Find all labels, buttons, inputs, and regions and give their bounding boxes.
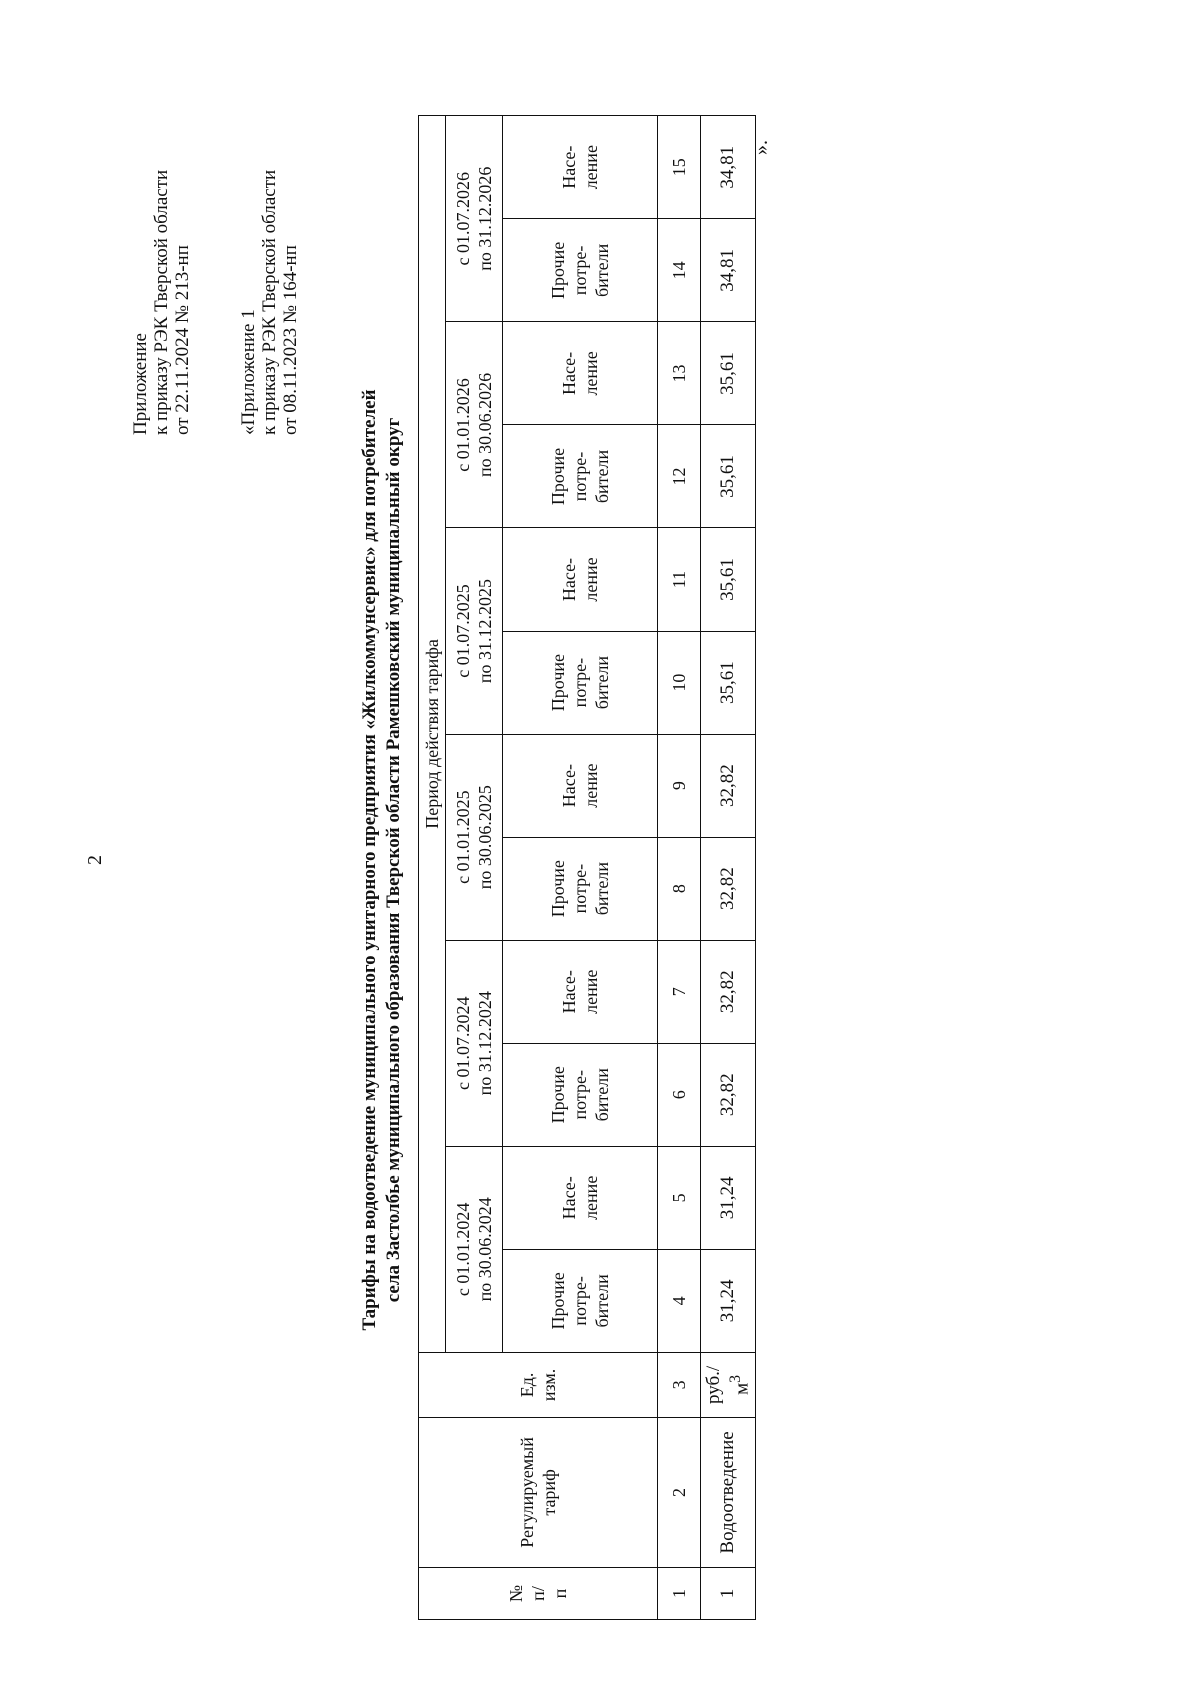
header-population: Насе- ление [503, 528, 658, 631]
header-other-consumers: Прочие потре- бители [503, 425, 658, 528]
title-line-2: села Застолбье муниципального образования Тверской области Рамешковский муниципальный округ [383, 417, 404, 1303]
header-other-consumers: Прочие потре- бители [503, 219, 658, 322]
column-number: 12 [658, 425, 701, 528]
tariff-value: 35,61 [701, 528, 756, 631]
column-number: 1 [658, 1567, 701, 1619]
header-period-range: с 01.01.2026 по 30.06.2026 [446, 322, 503, 528]
header-population: Насе- ление [503, 322, 658, 425]
header-population: Насе- ление [503, 734, 658, 837]
tariff-value: 32,82 [701, 734, 756, 837]
header-period-range: с 01.01.2024 по 30.06.2024 [446, 1146, 503, 1352]
approval-line: «Приложение 1 [238, 309, 259, 435]
header-unit: Ед. изм. [419, 1352, 658, 1417]
tariff-value: 31,24 [701, 1146, 756, 1249]
document-title [358, 120, 406, 1600]
row-number: 1 [701, 1567, 756, 1619]
column-number: 14 [658, 219, 701, 322]
header-period-range: с 01.07.2026 по 31.12.2026 [446, 116, 503, 322]
column-number: 15 [658, 116, 701, 219]
tariff-value: 32,82 [701, 940, 756, 1043]
column-number: 2 [658, 1417, 701, 1567]
row-tariff-name: Водоотведение [701, 1417, 756, 1567]
approval-line: к приказу РЭК Тверской области [151, 169, 172, 435]
column-number: 3 [658, 1352, 701, 1417]
tariff-value: 32,82 [701, 1043, 756, 1146]
approval-line: Приложение [130, 333, 151, 435]
column-number: 9 [658, 734, 701, 837]
column-number-row [658, 116, 701, 1620]
rotated-page-content [20, 50, 1130, 1650]
header-period-range: с 01.07.2024 по 31.12.2024 [446, 940, 503, 1146]
header-other-consumers: Прочие потре- бители [503, 1249, 658, 1352]
tariff-value: 31,24 [701, 1249, 756, 1352]
tariff-value: 35,61 [701, 322, 756, 425]
header-period: Период действия тарифа [419, 116, 446, 1353]
header-other-consumers: Прочие потре- бители [503, 1043, 658, 1146]
header-other-consumers: Прочие потре- бители [503, 837, 658, 940]
approval-block-current [130, 105, 193, 435]
page-number: 2 [84, 855, 106, 865]
header-tariff: Регулируемый тариф [419, 1417, 658, 1567]
header-row-number: № п/ п [419, 1567, 658, 1619]
header-other-consumers: Прочие потре- бители [503, 631, 658, 734]
header-population: Насе- ление [503, 116, 658, 219]
column-number: 4 [658, 1249, 701, 1352]
header-population: Насе- ление [503, 940, 658, 1043]
tariff-value: 35,61 [701, 425, 756, 528]
row-unit [701, 1352, 756, 1417]
unit-text: руб./м [703, 1365, 753, 1404]
column-number: 8 [658, 837, 701, 940]
header-population: Насе- ление [503, 1146, 658, 1249]
unit-superscript: 3 [727, 1374, 744, 1383]
title-line-1: Тарифы на водоотведение муниципального унитарного предприятия «Жилкоммунсервис» для потребителей [359, 389, 380, 1331]
header-period-range: с 01.07.2025 по 31.12.2025 [446, 528, 503, 734]
header-period-range: с 01.01.2025 по 30.06.2025 [446, 734, 503, 940]
tariff-value: 34,81 [701, 219, 756, 322]
approval-line: к приказу РЭК Тверской области [259, 169, 280, 435]
column-number: 6 [658, 1043, 701, 1146]
approval-line: от 08.11.2023 № 164-нп [280, 245, 301, 435]
column-number: 13 [658, 322, 701, 425]
tariff-table [418, 115, 756, 1620]
tariff-value: 32,82 [701, 837, 756, 940]
column-number: 5 [658, 1146, 701, 1249]
column-number: 7 [658, 940, 701, 1043]
tariff-value: 34,81 [701, 116, 756, 219]
column-number: 10 [658, 631, 701, 734]
approval-line: от 22.11.2024 № 213-нп [172, 245, 193, 435]
tariff-value: 35,61 [701, 631, 756, 734]
table-row [701, 116, 756, 1620]
column-number: 11 [658, 528, 701, 631]
closing-quote-mark: ». [750, 140, 772, 155]
approval-block-original [238, 105, 301, 435]
